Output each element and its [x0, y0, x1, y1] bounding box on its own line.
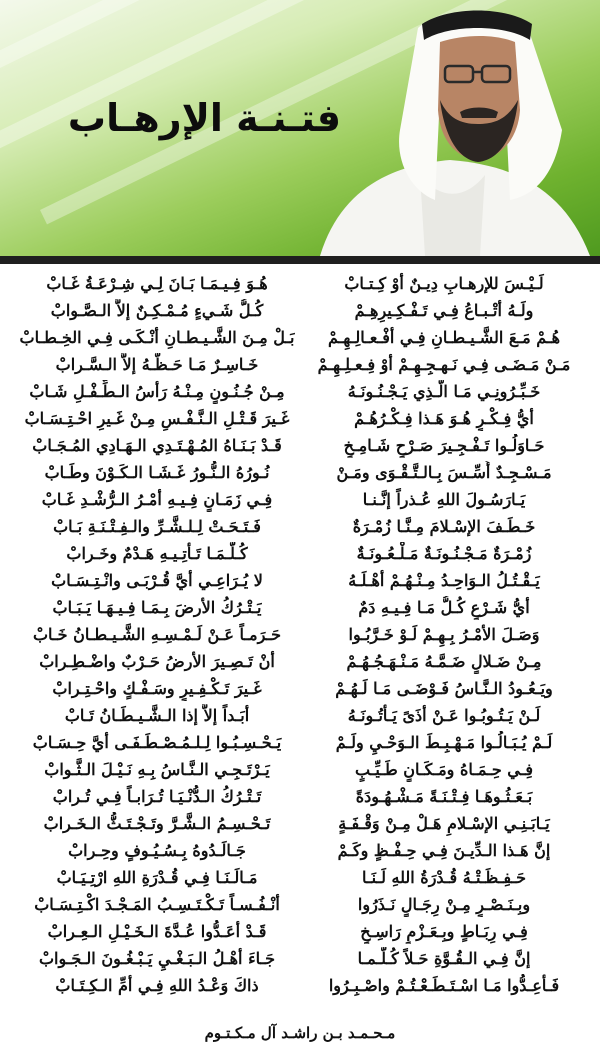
poem-line: يَـابَـنِـي الإسْـلامِ هَـلْ مِـنْ وَقْـفَـةٍ [338, 814, 550, 833]
poem-line: يَـرْتَـجِـي الـنَّـاسُ بِـهِ نَـيْـلَ الـثَّـوابْ [44, 760, 270, 779]
poem-line: يَـارَسُـولَ اللهِ عُـذراً إنَّـنـا [362, 490, 526, 509]
poem-body [16, 272, 584, 1012]
poem-line: هُـمْ مَـعَ الشَّـيـطـانِ فِـي أفْـعـالِـهِـمْ [327, 328, 561, 347]
poem-line: يَـقْـتُـلُ الـوَاحِـدُ مِـنْـهُـمْ أهْـلَـهُ [348, 571, 540, 590]
poem-line: جَـاءَ أهْـلُ الـبَـغْـيِ يَـبْـغُـونَ الـجَـوابْ [38, 949, 276, 968]
poem-line: هُـوَ فِـيـمَـا بَـانَ لِـي شِـرْعَـةُ غَـابْ [46, 274, 268, 293]
poem-line: فِـي زَمَـانٍ فِـيـهِ أمْـرُ الـرُّشْـدِ غَـابْ [41, 490, 273, 509]
poem-line: خَـاسِـرٌ مَـا حَـظُّـهُ إلاَّ الـسَّـرابْ [55, 355, 259, 374]
poem-line: نُـورُهُ الـنُّـورُ غَـشَـا الـكَـوْنَ وطَـابْ [44, 463, 270, 482]
poem-line: ويَـعُـودُ الـنَّـاسُ فَـوْضَـى مَـا لَـهُـمْ [335, 679, 553, 698]
poem-line: وبِـنَـصْـرٍ مِـنْ رِجَـالٍ نَـذَرُوا [357, 895, 531, 914]
poem-line: مِـنْ ضَـلالٍ ضَـمَّـهُ مَـنْـهَـجُـهُـمْ [346, 652, 542, 671]
poem-line: لَـمْ يُـبَـالُـوا مَـهْـبِـطَ الـوَحْـيِ ولَـمْ [335, 733, 553, 752]
poem-line: تَـحْـسِـمُ الـشَّـرَّ وتَـجْـتَـثُّ الـخَـرابْ [43, 814, 271, 833]
poem-line: تَـتْـرُكُ الـدُّنْـيَـا تُـرَابـاً فِـي تُـرابْ [52, 787, 262, 806]
poem-line: فِـي رِبَـاطٍ وبِـعَـزْمٍ رَاسِـخٍ [360, 922, 528, 941]
poem-line: بَـلْ مِـنَ الشَّـيـطـانِ أنْـكَـى فِـي الخِـطـابْ [19, 328, 295, 347]
poem-line: لَـيْـسَ للإرهـابِ دِيـنٌ أوْ كِـتـابْ [344, 274, 544, 293]
poem-line: أنْـفُـسـاً تَـكْـتَـسِـبُ المَـجْـدَ اكْـتِـسَـابْ [34, 895, 280, 914]
poem-line: كُـلُّ شَـيءٍ مُـمْـكِـنٌ إلاَّ الـصَّـوابْ [50, 301, 264, 320]
poem-line: بَـعَـثُـوهَـا فِـتْـنَـةً مَـشْـهُـودَةً [355, 787, 533, 806]
poem-line: خَـبِّـرُونِـي مَـا الَّـذِي يَـجْـنُـونَـهُ [347, 382, 541, 401]
poem-line: قَـدْ أعَـدُّوا عُـدَّةَ الـخَـيْـلِ الـعِـرابْ [47, 922, 267, 941]
poet-portrait [300, 0, 600, 256]
poem-line: ذاكَ وَعْـدُ اللهِ فِـي أمِّ الـكِـتَـابْ [55, 976, 259, 995]
poem-line: لَـنْ يَـتُـوبُـوا عَـنْ أذَىً يَـأتُـونَـهُ [347, 706, 541, 725]
poem-line: أنْ تَـصِـيرَ الأرضُ حَـرْبٌ واضْـطِـرابْ [39, 652, 275, 671]
poem-line: زُمْـرَةٌ مَـجْـنُـونَـةٌ مَـلْـعُـونَـةٌ [356, 544, 532, 563]
poem-line: وَصَـلَ الأمْـرُ بِـهِـمْ لَـوْ خَـرَّبُـوا [348, 625, 540, 644]
poem-line: جَـالَـدُوهُ بِـسُـيُـوفٍ وحِـرابْ [68, 841, 246, 860]
poem-line: أيُّ فِـكْـرٍ هُـوَ هَـذا فِـكْـرُهُـمْ [354, 409, 534, 428]
poem-line: ولَـهُ أتْـبـاعُ فِـي تَـفْـكِـيرِهِـمْ [354, 301, 534, 320]
poem-line: حَـفِـظَـتْـهُ قُـدْرَةُ اللهِ لَـنَـا [362, 868, 526, 887]
poem-line: مِـنْ جُـنُـونٍ مِـنْـهُ رَأسُ الـطِّـفْـلِ شَـابْ [29, 382, 285, 401]
poem-line: فِـي حِـمَـاهُ ومَـكَـانٍ طَـيِّـبٍ [355, 760, 533, 779]
poem-line: إنَّ هَـذا الـدِّيـنَ فِـي حِـفْـظٍ وكَـمْ [337, 841, 551, 860]
poem-line: مَـسْـجِـدٌ أُسِّـسَ بِـالـتَّـقْـوَى ومَـنْ [336, 463, 552, 482]
poem-line: قَـدْ بَـنَـاهُ المُـهْـتَـدِي الـهَـادِي المُـجَـابْ [32, 436, 282, 455]
poem-line: أبَـداً إلاَّ إذا الـشَّـيـطَـانُ تَـابْ [64, 706, 250, 725]
poem-line: مَـالَـنَـا فِـي قُـدْرَةِ اللهِ ارْتِـيَـابْ [56, 868, 258, 887]
poem-line: لا يُـرَاعِـي أيَّ قُـرْبَـى وانْـتِـسَـابْ [51, 571, 263, 590]
poem-line: خَـطَـفَ الإسْـلامَ مِـنَّـا زُمْـرَةٌ [352, 517, 536, 536]
poem-line: كُـلَّـمَـا تَـأتِـيـهِ هَـدْمٌ وخَـرابْ [66, 544, 248, 563]
poem-line: حَـاوَلُـوا تَـفْـجِـيرَ صَـرْحٍ شَـامِـخٍ [343, 436, 545, 455]
poem-line: يَـحْـسِـبُـوا لِـلـمُـصْـطَـفَـى أيَّ حِـسَـابْ [32, 733, 282, 752]
poem-line: فَـأعِـدُّوا مَـا اسْـتَـطَـعْـتُـمْ واصْـبِـرُوا [328, 976, 560, 995]
header-banner [0, 0, 600, 256]
header-divider [0, 256, 600, 264]
poem-line: أيُّ شَـرْعٍ كُـلُّ مَـا فِـيـهِ دَمٌ [358, 598, 530, 617]
poem-line: غَـيرَ تَـكْـفِـيرٍ وسَـفْـكٍ واحْـتِـرابْ [52, 679, 262, 698]
poem-title: فتـنـة الإرهـاب [67, 96, 342, 140]
poem-line: حَـرَمـاً عَـنْ لَـمْـسِـهِ الشَّـيـطـانُ خَـابْ [32, 625, 282, 644]
poem-line: مَـنْ مَـضَـى فِـي نَـهـجِـهِـمْ أوْ فِـعـلِـهِـمْ [317, 355, 571, 374]
poem-line: غَـيرَ قَـتْـلِ الـنَّـفْـسِ مِـنْ غَـيرِ احْـتِـسَـابْ [24, 409, 290, 428]
poem-line: إنَّ فِـي الـقُـوَّةِ حَـلاً كُـلَّـمـا [357, 949, 531, 968]
poem-line: يَـتْـرُكُ الأرضَ بِـمَـا فِـيـهَـا يَـبَـابْ [52, 598, 262, 617]
poem-line: فَـتَـحَـتْ لِـلـشَّـرِّ والـفِـتْـنَـةِ بَـابْ [53, 517, 261, 536]
poet-signature: مـحـمـد بـن راشـد آل مـكـتـوم [204, 1024, 396, 1042]
